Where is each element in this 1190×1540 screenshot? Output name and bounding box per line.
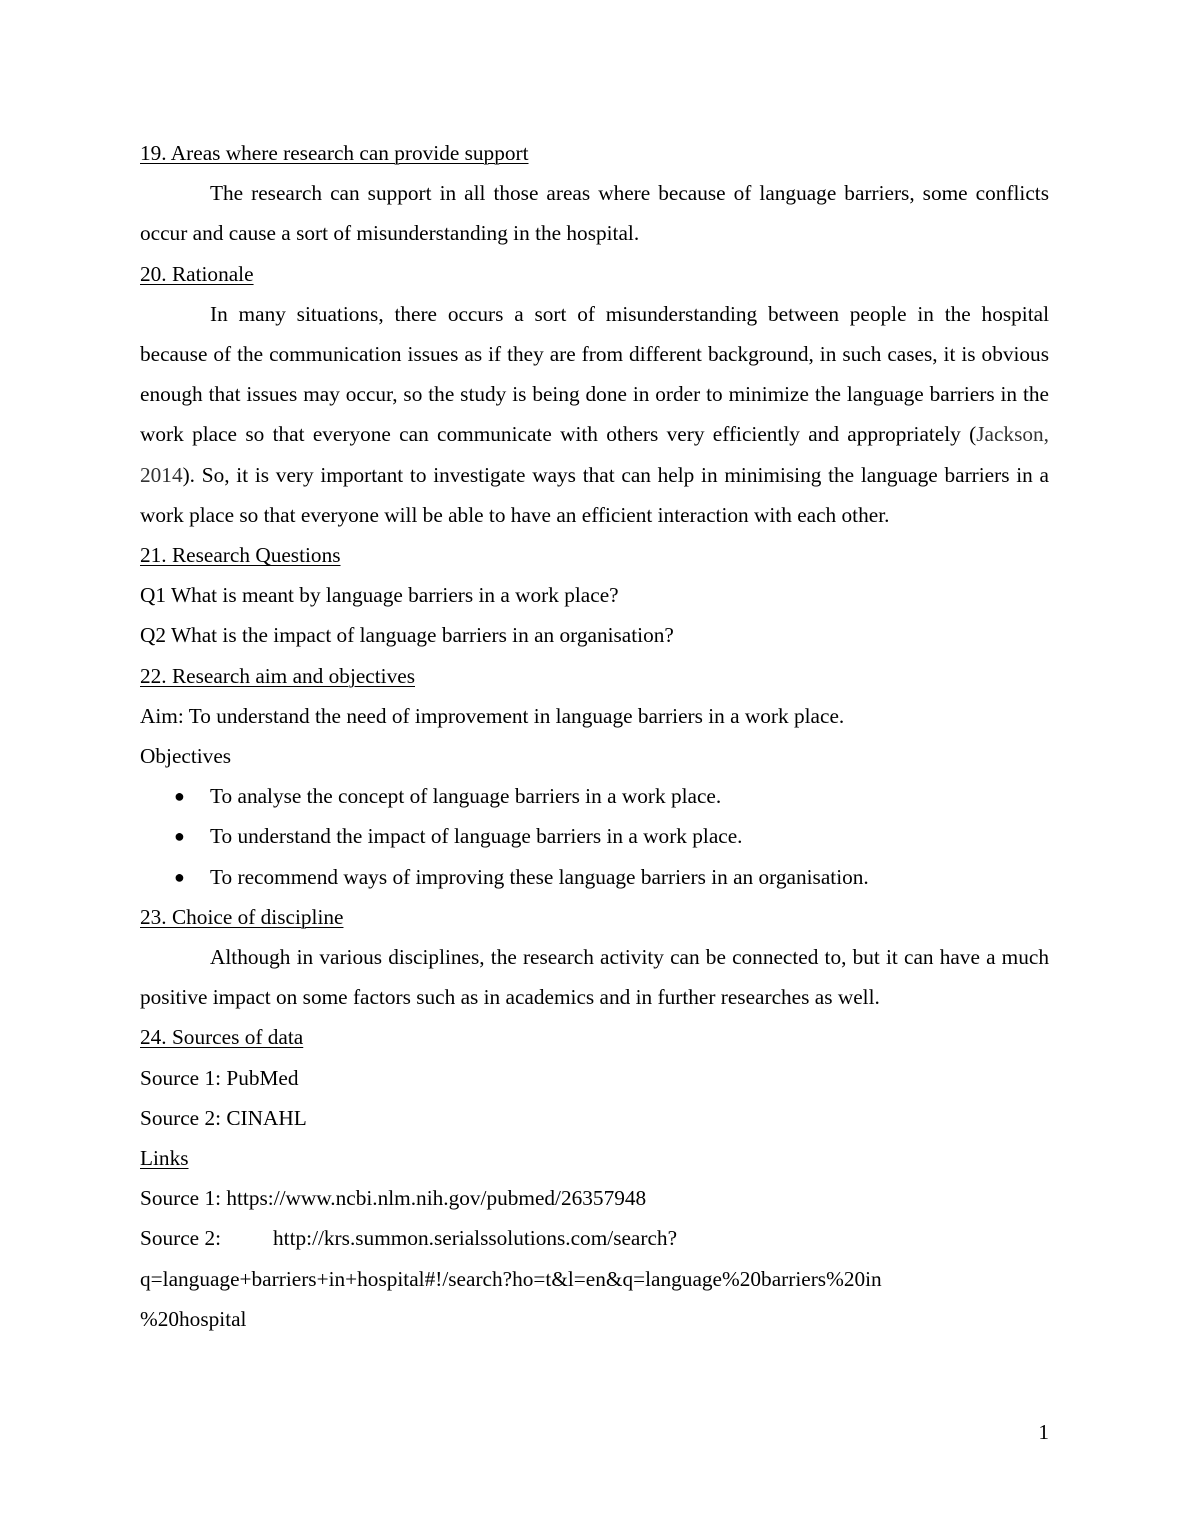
- research-question-2: Q2 What is the impact of language barriers in an organisation?: [140, 623, 674, 648]
- data-source-2: Source 2: CINAHL: [140, 1105, 307, 1130]
- objective-text: To understand the impact of language barriers in a work place.: [210, 824, 743, 849]
- objective-item: [140, 776, 1049, 816]
- source-1-link[interactable]: Source 1: https://www.ncbi.nlm.nih.gov/pubmed/26357948: [140, 1186, 647, 1211]
- section-22-heading: 22. Research aim and objectives: [140, 663, 415, 688]
- section-19-heading: 19. Areas where research can provide support: [140, 141, 529, 165]
- document-page: [140, 133, 1049, 1339]
- page-number: 1: [1038, 1420, 1049, 1444]
- source-2-url-part-3[interactable]: %20hospital: [140, 1306, 247, 1331]
- citation: Jackson, 2014: [140, 422, 1049, 487]
- bullet-icon: ●: [174, 826, 185, 847]
- section-23-heading: 23. Choice of discipline: [140, 904, 344, 929]
- objective-item: [140, 857, 1049, 897]
- data-source-1: Source 1: PubMed: [140, 1065, 299, 1090]
- section-23-paragraph: Although in various disciplines, the research activity can be connected to, but it can have a much positive impact on some factors such as in academics and in further researches as well.: [140, 945, 1049, 1010]
- objectives-label: Objectives: [140, 744, 232, 769]
- section-21-heading: 21. Research Questions: [140, 543, 341, 568]
- section-20-heading: 20. Rationale: [140, 261, 254, 286]
- research-aim: Aim: To understand the need of improvement in language barriers in a work place.: [140, 703, 845, 728]
- source-2-url-part-2[interactable]: q=language+barriers+in+hospital#!/search?ho=t&l=en&q=language%20barriers%20in: [140, 1266, 882, 1291]
- research-question-1: Q1 What is meant by language barriers in a work place?: [140, 583, 619, 608]
- source-2-link-line[interactable]: [140, 1218, 1049, 1258]
- links-heading: Links: [140, 1146, 189, 1171]
- section-20-paragraph: [140, 294, 1049, 535]
- objective-text: To analyse the concept of language barriers in a work place.: [210, 784, 722, 809]
- source-2-label: Source 2:: [140, 1226, 222, 1251]
- objectives-list: [140, 776, 1049, 897]
- section-24-heading: 24. Sources of data: [140, 1025, 304, 1050]
- section-20-text-after-citation: ). So, it is very important to investigate ways that can help in minimising the language barriers in a work place so that everyone will be able to have an efficient interaction with each other.: [140, 462, 1049, 527]
- bullet-icon: ●: [174, 786, 185, 807]
- source-2-url-part-1[interactable]: http://krs.summon.serialssolutions.com/search?: [273, 1226, 678, 1251]
- bullet-icon: ●: [174, 866, 185, 887]
- objective-text: To recommend ways of improving these language barriers in an organisation.: [210, 864, 869, 889]
- section-19-paragraph: The research can support in all those areas where because of language barriers, some conflicts occur and cause a sort of misunderstanding in the hospital.: [140, 181, 1049, 246]
- objective-item: [140, 816, 1049, 856]
- section-20-text-before-citation: In many situations, there occurs a sort of misunderstanding between people in the hospital because of the communication issues as if they are from different background, in such cases, it is obvious enough that issues may occur, so the study is being done in order to minimize the language barriers in the work place so that everyone can communicate with others very efficiently and appropriately (: [140, 301, 1049, 447]
